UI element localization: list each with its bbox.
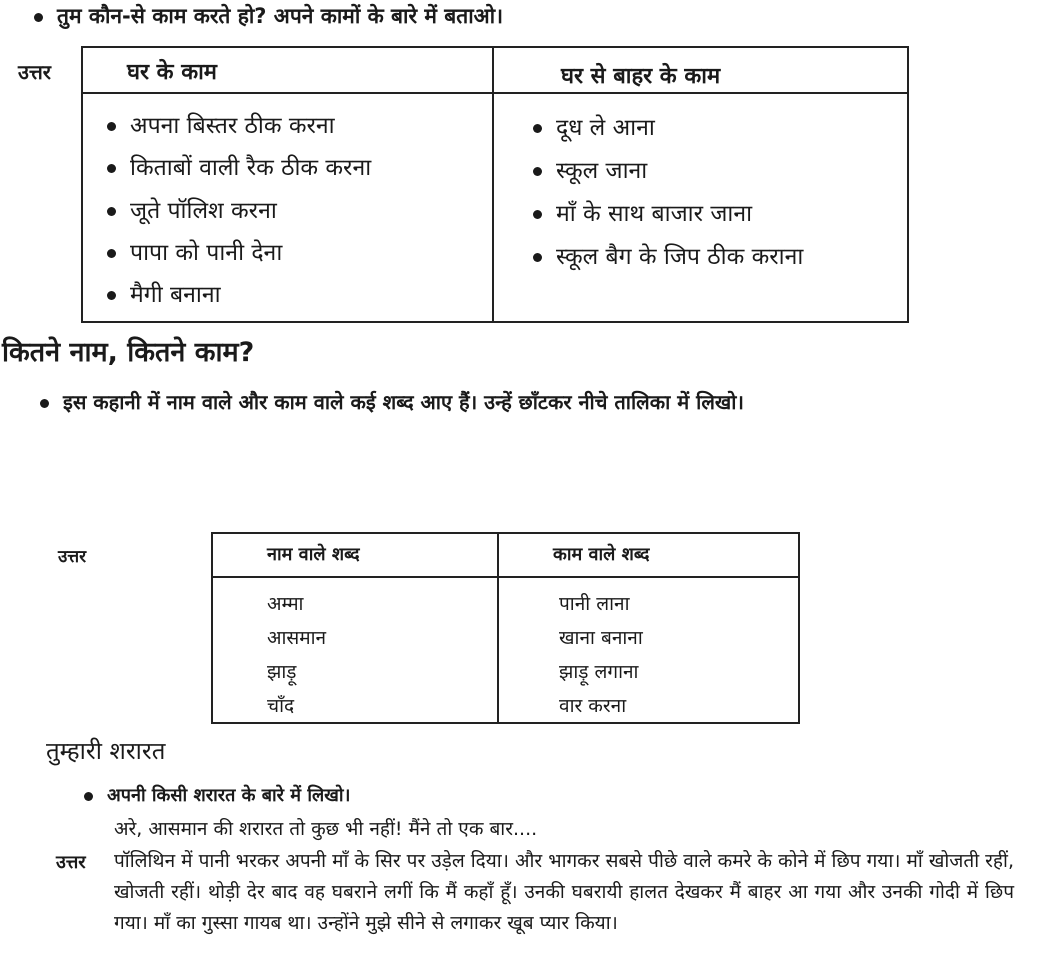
section2-question: इस कहानी में नाम वाले और काम वाले कई शब्द आए हैं। उन्हें छाँटकर नीचे तालिका में लिखो। (40, 388, 744, 415)
bullet-icon (34, 13, 43, 22)
section3-answer-label: उत्तर (56, 852, 86, 873)
q1-question-text: तुम कौन-से काम करते हो? अपने कामों के बारे में बताओ। (57, 4, 504, 28)
q1-answer-label: उत्तर (18, 60, 51, 84)
action-word: झाड़ू लगाना (559, 661, 639, 683)
action-word: पानी लाना (559, 593, 630, 615)
home-task-item: मैगी बनाना (107, 277, 221, 309)
home-task-item: पापा को पानी देना (107, 235, 282, 267)
section3-question: अपनी किसी शरारत के बारे में लिखो। (84, 783, 350, 807)
action-word: वार करना (559, 695, 627, 717)
words-table (211, 532, 800, 724)
divider (497, 534, 499, 722)
name-word: अम्मा (267, 593, 304, 615)
tasks-table (81, 46, 909, 323)
section3-heading: तुम्हारी शरारत (46, 737, 166, 765)
divider (213, 576, 798, 578)
name-word: चाँद (267, 695, 295, 717)
home-task-item: जूते पॉलिश करना (107, 193, 277, 225)
header-home-tasks: घर के काम (127, 60, 217, 85)
outside-task-item: स्कूल बैग के जिप ठीक कराना (533, 239, 803, 271)
divider (492, 48, 494, 321)
home-task-item: अपना बिस्तर ठीक करना (107, 108, 335, 140)
section3-prompt: अरे, आसमान की शरारत तो कुछ भी नहीं! मैंने तो एक बार.... (114, 818, 538, 840)
outside-task-item: दूध ले आना (533, 110, 655, 142)
home-task-item: किताबों वाली रैक ठीक करना (107, 150, 371, 182)
action-word: खाना बनाना (559, 627, 643, 649)
name-word: आसमान (267, 627, 327, 649)
outside-task-item: माँ के साथ बाजार जाना (533, 196, 752, 228)
section2-answer-label: उत्तर (58, 547, 87, 567)
outside-task-item: स्कूल जाना (533, 153, 647, 185)
header-action-words: काम वाले शब्द (553, 544, 650, 565)
section3-answer: पॉलिथिन में पानी भरकर अपनी माँ के सिर पर उड़ेल दिया। और भागकर सबसे पीछे वाले कमरे के कोने में छिप गया। माँ खोजती रहीं, खोजती रहीं। थोड़ी देर बाद वह घबराने लगीं कि मैं कहाँ हूँ। उनकी घबरायी हालत देखकर मैं बाहर आ गया और उनकी गोदी में छिप गया। माँ का गुस्सा गायब था। उन्होंने मुझे सीने से लगाकर खूब प्यार किया। (114, 850, 1014, 934)
section2-heading: कितने नाम, कितने काम? (2, 337, 255, 368)
header-name-words: नाम वाले शब्द (267, 544, 360, 565)
header-outside-tasks: घर से बाहर के काम (561, 64, 721, 89)
q1-question (34, 2, 503, 30)
divider (83, 92, 907, 94)
name-word: झाड़ू (267, 661, 297, 683)
